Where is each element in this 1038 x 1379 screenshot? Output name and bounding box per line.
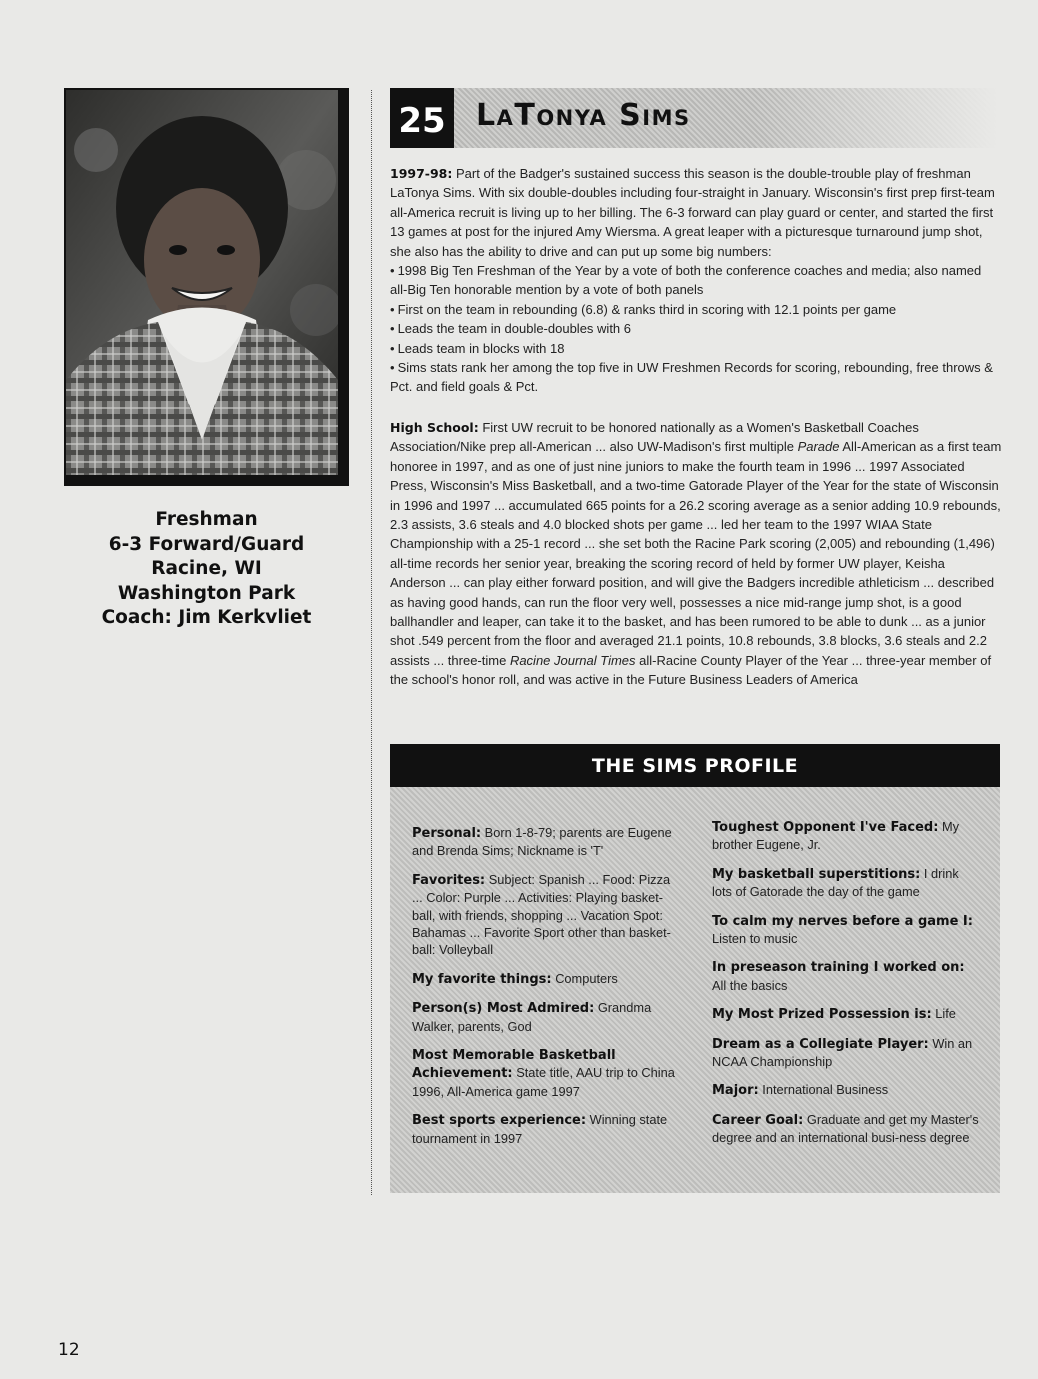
profile-label: Toughest Opponent I've Faced: <box>712 820 939 835</box>
profile-label: Person(s) Most Admired: <box>412 1001 595 1017</box>
player-portrait-image <box>66 90 338 475</box>
hs-text-1: First UW recruit to be honored nationally as a Women's Basketball Coaches Association/Nike prep all-American ... also UW-Madison's first multiple <box>390 420 919 455</box>
profile-item <box>412 1046 680 1100</box>
player-photo <box>64 88 340 477</box>
profile-label: To calm my nerves before a game I: <box>712 913 973 929</box>
profile-value: State title, AAU trip to China 1996, All-America game 1997 <box>412 1065 675 1099</box>
profile-label: Dream as a Collegiate Player: <box>712 1036 929 1052</box>
profile-item <box>712 818 980 854</box>
player-name-heading: LaTonya Sims <box>476 98 691 133</box>
profile-item <box>412 970 680 988</box>
profile-value: Grandma Walker, parents, God <box>412 1000 652 1034</box>
player-high-school: Washington Park <box>117 582 296 604</box>
player-position: 6-3 Forward/Guard <box>108 533 305 555</box>
profile-box <box>390 744 1000 1193</box>
hs-text-3: all-Racine County Player of the Year ... three-year member of the school's honor roll, and was active in the Future Business Leaders of America <box>390 652 992 688</box>
profile-item <box>712 1111 980 1147</box>
page-number: 12 <box>58 1340 80 1360</box>
profile-value: Winning state tournament in 1997 <box>412 1112 668 1146</box>
profile-right-column <box>712 818 980 1158</box>
profile-value: Computers <box>555 970 618 986</box>
profile-label: Career Goal: <box>712 1112 804 1128</box>
profile-value: Win an NCAA Championship <box>712 1035 973 1070</box>
profile-value: International Business <box>762 1082 889 1098</box>
player-class: Freshman <box>155 509 258 530</box>
high-school-bio <box>390 418 1002 690</box>
season-label: 1997-98: <box>390 166 453 181</box>
profile-value: I drink lots of Gatorade the day of the game <box>712 865 959 900</box>
profile-value: Graduate and get my Master's degree and an international busi-ness degree <box>712 1111 979 1146</box>
profile-label: My Most Prized Possession is: <box>712 1007 932 1023</box>
profile-item <box>712 865 980 901</box>
bio-bullet: • 1998 Big Ten Freshman of the Year by a vote of both the conference coaches and media; also named all-Big Ten honorable mention by a vote of both panels <box>390 261 1002 300</box>
profile-value: Life <box>935 1006 956 1022</box>
profile-item <box>412 824 680 860</box>
profile-label: Most Memorable Basketball Achievement: <box>412 1048 616 1082</box>
profile-item <box>712 1081 980 1099</box>
high-school-paragraph <box>390 418 1002 690</box>
profile-value: All the basics <box>712 977 788 993</box>
bio-bullet: • First on the team in rebounding (6.8) & ranks third in scoring with 12.1 points per game <box>390 300 1002 319</box>
profile-item <box>712 1035 980 1071</box>
profile-item <box>712 958 980 994</box>
profile-item <box>712 1005 980 1023</box>
season-bio <box>390 164 1002 397</box>
hs-text-2: All-American as a first team honoree in 1997, and as one of just nine juniors to make the fourth team in 1996 ... 1997 Associated Press, Wisconsin's Miss Basketball, and a two-time Gatorade Player of the Year for the state of Wisconsin in 1996 and 1997 ... accumulated 665 points for a 26.2 scoring average as a senior adding 10.9 rebounds, 2.3 assists, 3.6 steals and 4.0 blocked shots per game ... led her team to the 1997 WIAA State Championship with a 25-1 record ... she set both the Racine Park scoring (2,005) and rebounding (1,496) all-time records her senior year, breaking the scoring record of held by former UW player, Keisha Anderson ... can play either forward position, and will give the Badgers incredible athleticism ... described as having good hands, can run the floor very well, possesses a nice mid-range jump shot, is a good ballhandler and leaper, can take it to the basket, and has been rumored to be able to dunk ... as a junior shot .549 percent from the floor and averaged 21.1 points, 10.8 rebounds, 3.8 blocks, 3.6 steals and 2.2 assists ... three-time <box>390 439 1002 668</box>
high-school-label: High School: <box>390 420 479 435</box>
column-divider <box>371 90 372 1195</box>
profile-item <box>712 912 980 948</box>
racine-journal-times-title: Racine Journal Times <box>509 652 636 668</box>
profile-label: In preseason training I worked on: <box>712 960 965 976</box>
parade-title: Parade <box>797 439 840 455</box>
player-info-block <box>64 508 349 631</box>
bio-bullet: • Leads team in blocks with 18 <box>390 339 1002 358</box>
profile-label: My favorite things: <box>412 971 552 987</box>
profile-value: My brother Eugene, Jr. <box>712 819 960 853</box>
profile-title: THE SIMS PROFILE <box>390 744 1000 787</box>
bio-bullet: • Sims stats rank her among the top five in UW Freshmen Records for scoring, rebounding, free throws & Pct. and field goals & Pct. <box>390 358 1002 397</box>
profile-value: Born 1-8-79; parents are Eugene and Brenda Sims; Nickname is 'T' <box>412 825 672 859</box>
player-photo-frame <box>64 88 349 486</box>
player-coach: Coach: Jim Kerkvliet <box>101 607 312 628</box>
profile-label: Best sports experience: <box>412 1113 587 1129</box>
profile-item <box>412 871 680 959</box>
player-hometown: Racine, WI <box>151 558 262 579</box>
bio-bullet: • Leads the team in double-doubles with 6 <box>390 319 1002 338</box>
profile-value: Subject: Spanish ... Food: Pizza ... Color: Purple ... Activities: Playing basket-ball, with friends, shopping ... Vacation Spot: Bahamas ... Favorite Sport other than basket-ball: Volleyball <box>412 871 671 958</box>
profile-label: Favorites: <box>412 872 486 888</box>
jersey-number: 25 <box>390 88 454 148</box>
profile-label: Major: <box>712 1083 759 1099</box>
season-text: Part of the Badger's sustained success this season is the double-trouble play of freshman LaTonya Sims. With six double-doubles including four-straight in January. Wisconsin's first prep first-team all-America recruit is living up to her billing. The 6-3 forward can play guard or center, and started the first 13 games at post for the injured Amy Wiersma. A great leaper with a picturesque turnaround jump shot, she also has the ability to drive and can put up some big numbers: <box>390 166 995 259</box>
season-paragraph <box>390 164 1002 261</box>
profile-label: My basketball superstitions: <box>712 866 921 882</box>
profile-value: Listen to music <box>712 931 798 947</box>
profile-left-column <box>412 824 680 1158</box>
profile-item <box>412 1111 680 1147</box>
profile-item <box>412 999 680 1035</box>
profile-label: Personal: <box>412 826 482 841</box>
